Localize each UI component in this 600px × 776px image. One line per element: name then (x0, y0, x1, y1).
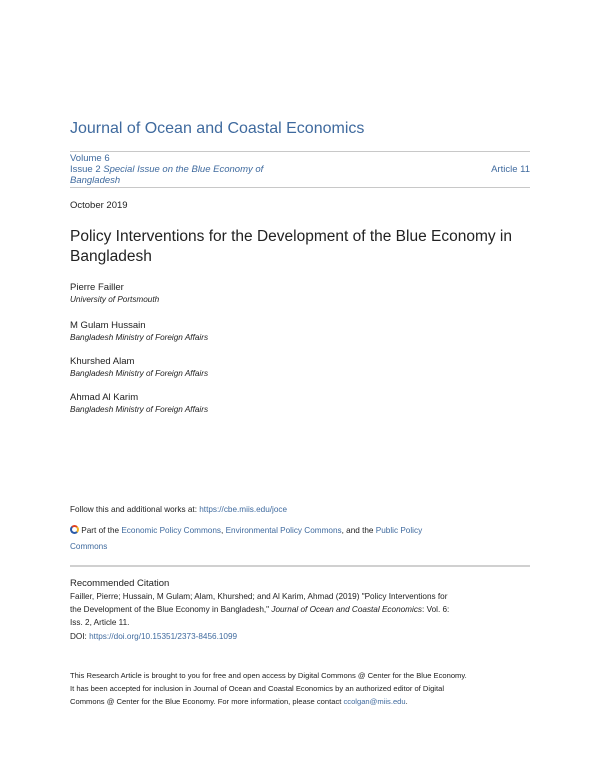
footer-part: . (405, 697, 408, 706)
citation-part: : Vol. 6: (422, 605, 450, 614)
author-name[interactable]: Pierre Failler (70, 282, 124, 293)
author-affiliation: Bangladesh Ministry of Foreign Affairs (70, 369, 209, 378)
publication-date: October 2019 (70, 200, 128, 211)
commons-link-public-cont[interactable]: Commons (70, 542, 108, 551)
issue-title: Special Issue on the Blue Economy of (103, 164, 264, 175)
author-name[interactable]: M Gulam Hussain (70, 320, 146, 331)
footer-text-3 (70, 697, 408, 706)
author-name[interactable]: Ahmad Al Karim (70, 392, 139, 403)
author-name[interactable]: Khurshed Alam (70, 356, 135, 367)
article-title: Policy Interventions for the Development of the Blue Economy in (70, 228, 512, 245)
issue-link[interactable] (70, 164, 263, 175)
article-number[interactable]: Article 11 (491, 164, 530, 175)
divider (70, 565, 530, 567)
part-of-text: Part of the (81, 526, 122, 535)
issue-number: Issue 2 (70, 164, 101, 175)
part-of-line (70, 525, 422, 535)
divider (70, 151, 530, 152)
follow-link[interactable]: https://cbe.miis.edu/joce (199, 505, 288, 514)
author-affiliation: Bangladesh Ministry of Foreign Affairs (70, 405, 209, 414)
citation-journal: Journal of Ocean and Coastal Economics (271, 605, 423, 614)
separator: , and the (341, 526, 376, 535)
article-title-cont: Bangladesh (70, 248, 152, 265)
follow-line (70, 505, 287, 514)
citation-part: the Development of the Blue Economy in Bangladesh," (70, 605, 272, 614)
doi-line (70, 632, 237, 641)
author-affiliation: Bangladesh Ministry of Foreign Affairs (70, 333, 209, 342)
citation-heading: Recommended Citation (70, 578, 170, 589)
commons-link-public[interactable]: Public Policy (375, 526, 423, 535)
commons-link-economic[interactable]: Economic Policy Commons (121, 526, 221, 535)
footer-part: Commons @ Center for the Blue Economy. For more information, please contact (70, 697, 344, 706)
journal-title[interactable]: Journal of Ocean and Coastal Economics (70, 120, 365, 137)
doi-label: DOI: (70, 632, 90, 641)
citation-text: Failler, Pierre; Hussain, M Gulam; Alam, Khurshed; and Al Karim, Ahmad (2019) "Policy Interventions for (70, 592, 448, 601)
contact-email-link[interactable]: ccolgan@miis.edu (343, 697, 406, 706)
separator: , (221, 526, 226, 535)
citation-text-2 (70, 605, 449, 614)
commons-link-environmental[interactable]: Environmental Policy Commons (225, 526, 342, 535)
divider (70, 187, 530, 188)
footer-text-2: It has been accepted for inclusion in Journal of Ocean and Coastal Economics by an authorized editor of Digital (70, 684, 444, 693)
issue-title-cont[interactable]: Bangladesh (70, 175, 121, 186)
volume-link[interactable]: Volume 6 (70, 153, 110, 164)
citation-text-3: Iss. 2, Article 11. (70, 618, 130, 627)
author-affiliation: University of Portsmouth (70, 295, 160, 304)
network-logo-icon (70, 525, 79, 534)
doi-link[interactable]: https://doi.org/10.15351/2373-8456.1099 (89, 632, 238, 641)
footer-text: This Research Article is brought to you for free and open access by Digital Commons @ Center for the Blue Economy. (70, 671, 467, 680)
follow-text: Follow this and additional works at: (70, 505, 200, 514)
